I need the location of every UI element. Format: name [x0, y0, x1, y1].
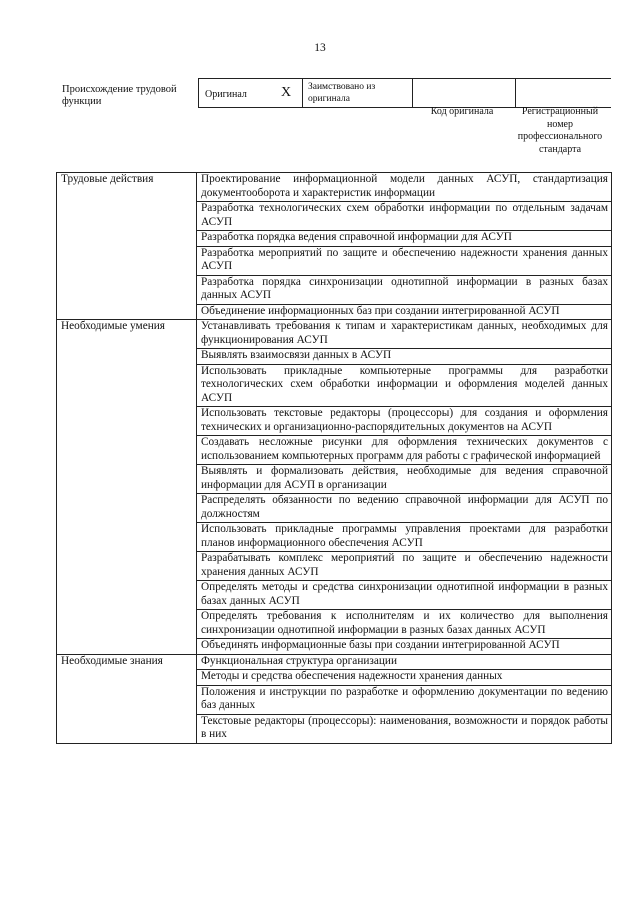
original-cell: [199, 79, 303, 107]
function-table: [56, 172, 612, 744]
code-caption: Код оригинала: [430, 106, 494, 117]
section-item: Выявлять и формализовать действия, необходимые для ведения справочной информации для АСУП в организации: [197, 465, 612, 494]
section-item: Использовать текстовые редакторы (процессоры) для создания и оформления технических и организационно-распорядительных документов на АСУП: [197, 407, 612, 436]
section-item: Распределять обязанности по ведению справочной информации для АСУП по должностям: [197, 494, 612, 523]
section-item: Разработка порядка синхронизации однотипной информации в разных базах данных АСУП: [197, 275, 612, 304]
section-item: Объединение информационных баз при создании интегрированной АСУП: [197, 304, 612, 320]
reg-number-caption: Регистрационный номер профессионального стандарта: [517, 106, 603, 155]
page-number: 13: [314, 42, 326, 54]
section-item: Использовать прикладные программы управления проектами для разработки планов информационного обеспечения АСУП: [197, 523, 612, 552]
table-row: [57, 173, 612, 202]
code-cell: [413, 79, 516, 107]
section-label: Необходимые знания: [57, 654, 197, 743]
borrowed-label: Заимствовано из оригинала: [308, 82, 376, 104]
section-item: Положения и инструкции по разработке и оформлению документации по ведению баз данных: [197, 685, 612, 714]
borrowed-cell: [303, 79, 413, 107]
section-item: Устанавливать требования к типам и характеристикам данных, необходимых для функционирования АСУП: [197, 320, 612, 349]
original-mark: X: [281, 85, 292, 100]
origin-box: [198, 78, 611, 108]
section-item: Разработка мероприятий по защите и обеспечению надежности хранения данных АСУП: [197, 246, 612, 275]
section-item: Выявлять взаимосвязи данных в АСУП: [197, 349, 612, 365]
section-item: Объединять информационные базы при создании интегрированной АСУП: [197, 639, 612, 655]
section-item: Методы и средства обеспечения надежности хранения данных: [197, 670, 612, 686]
section-item: Использовать прикладные компьютерные программы для разработки технологических схем обработки информации и оформления моделей данных АСУП: [197, 364, 612, 407]
section-item: Определять требования к исполнителям и их количество для выполнения синхронизации однотипной информации в разных базах данных АСУП: [197, 610, 612, 639]
table-row: [57, 320, 612, 349]
section-item: Разрабатывать комплекс мероприятий по защите и обеспечению надежности хранения данных АСУП: [197, 552, 612, 581]
original-label: Оригинал: [205, 89, 247, 100]
section-item: Текстовые редакторы (процессоры): наименования, возможности и порядок работы в них: [197, 714, 612, 743]
section-item: Создавать несложные рисунки для оформления технических документов с использованием компьютерных программ для работы с графической информацией: [197, 436, 612, 465]
section-item: Разработка технологических схем обработки информации по отдельным задачам АСУП: [197, 202, 612, 231]
section-item: Функциональная структура организации: [197, 654, 612, 670]
section-label: Необходимые умения: [57, 320, 197, 655]
table-row: [57, 654, 612, 670]
section-label: Трудовые действия: [57, 173, 197, 320]
section-item: Проектирование информационной модели данных АСУП, стандартизация документооборота и характеристик информации: [197, 173, 612, 202]
section-item: Определять методы и средства синхронизации однотипной информации в разных базах данных АСУП: [197, 581, 612, 610]
origin-label: Происхождение трудовой функции: [62, 84, 177, 107]
function-table-body: [57, 173, 612, 744]
section-item: Разработка порядка ведения справочной информации для АСУП: [197, 231, 612, 247]
reg-number-cell: [516, 79, 612, 107]
